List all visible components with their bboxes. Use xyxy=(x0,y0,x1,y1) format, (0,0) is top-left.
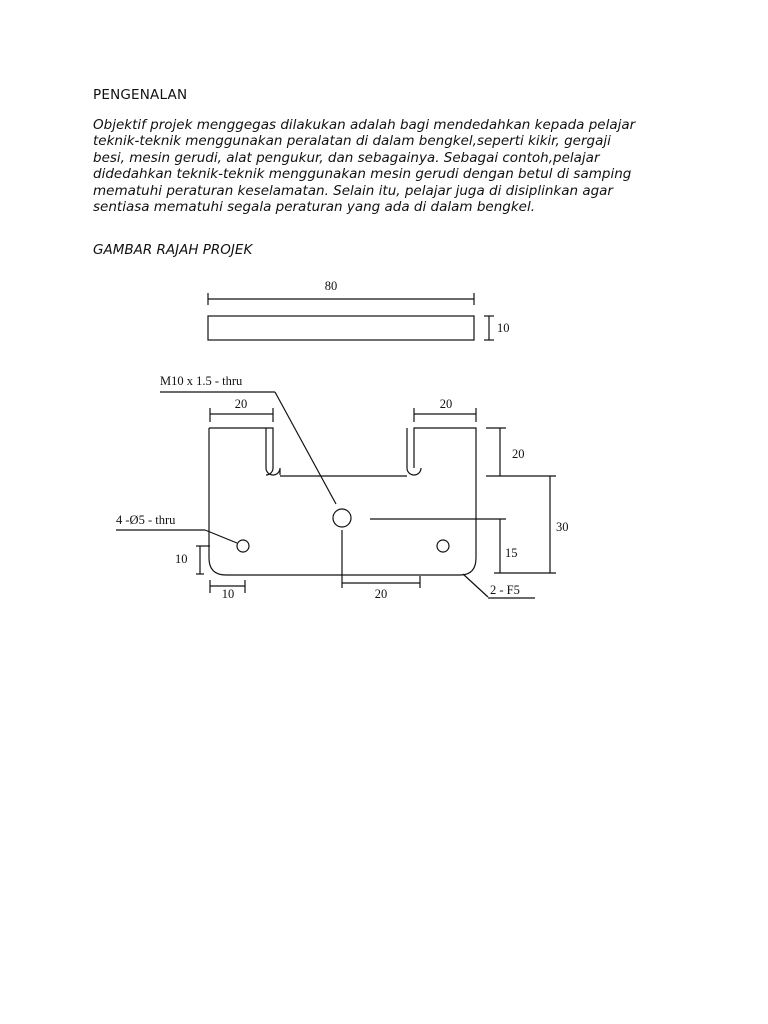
dim-center-offset: 20 xyxy=(374,587,388,601)
hole-leader xyxy=(205,530,237,543)
dim-hole-edge-offset: 10 xyxy=(221,587,235,601)
dim-length: 80 xyxy=(324,279,338,293)
paragraph-line: mematuhi peraturan keselamatan. Selain itu, pelajar juga di disiplinkan agar xyxy=(93,182,613,199)
drawing-heading: GAMBAR RAJAH PROJEK xyxy=(93,242,253,258)
fillet-callout: 2 - F5 xyxy=(490,583,520,597)
paragraph-line: besi, mesin gerudi, alat pengukur, dan sebagainya. Sebagai contoh,pelajar xyxy=(93,149,600,166)
dim-hole-edge-height: 10 xyxy=(175,552,188,566)
dim-slot-right: 20 xyxy=(439,397,453,411)
side-view xyxy=(208,293,494,340)
paragraph-line: sentiasa mematuhi segala peraturan yang ada di dalam bengkel. xyxy=(93,199,536,216)
dim-overall-height: 30 xyxy=(556,520,569,534)
hole-callout: 4 -Ø5 - thru xyxy=(116,513,176,527)
fillet-leader xyxy=(463,574,488,597)
dim-thickness: 10 xyxy=(497,321,510,335)
section-heading: PENGENALAN xyxy=(93,87,188,103)
side-view-bar xyxy=(208,316,474,340)
hole-right xyxy=(437,540,449,552)
thread-callout: M10 x 1.5 - thru xyxy=(160,374,243,388)
dim-center-height: 15 xyxy=(505,546,518,560)
paragraph-line: teknik-teknik menggunakan peralatan di dalam bengkel,seperti kikir, gergaji xyxy=(93,133,611,150)
threaded-hole xyxy=(333,509,351,527)
thread-leader xyxy=(275,392,336,504)
hole-left xyxy=(237,540,249,552)
dim-slot-depth: 20 xyxy=(512,447,525,461)
paragraph-line: Objektif projek menggegas dilakukan adalah bagi mendedahkan kepada pelajar xyxy=(93,117,636,133)
dim-slot-left: 20 xyxy=(234,397,248,411)
paragraph-line: didedahkan teknik-teknik menggunakan mesin gerudi dengan betul di samping xyxy=(93,166,632,183)
